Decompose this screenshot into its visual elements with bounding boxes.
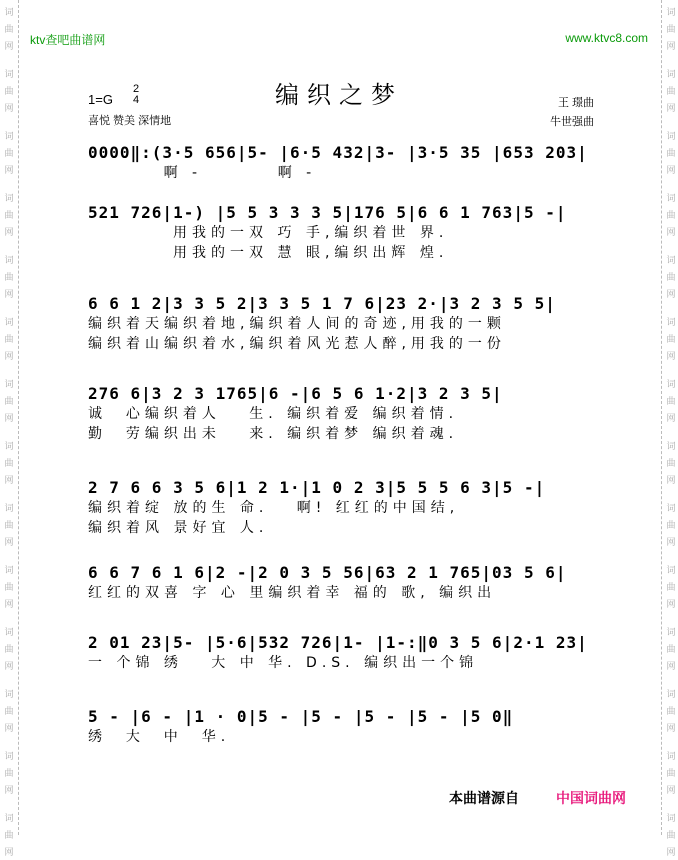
key-signature: 1=G [88, 92, 113, 107]
watermark-glyph: 网 [4, 847, 14, 857]
notes: 276 6|3 2 3 1765|6 -|6 5 6 1·2|3 2 3 5| [88, 384, 503, 403]
watermark-glyph: 曲 [666, 644, 676, 654]
watermark-glyph: 词 [4, 317, 14, 327]
notes: 2 01 23|5- |5·6|532 726|1- |1-:‖0 3 5 6|2·1 23| [88, 633, 588, 652]
watermark-glyph: 曲 [4, 334, 14, 344]
lyrics-verse-2: 用我的一双 慧 眼,编织出辉 煌. [88, 245, 449, 261]
notes: 2 7 6 6 3 5 6|1 2 1·|1 0 2 3|5 5 5 6 3|5 -| [88, 478, 546, 497]
watermark-glyph: 词 [666, 627, 676, 637]
watermark-glyph: 词 [666, 813, 676, 823]
watermark-glyph: 网 [4, 537, 14, 547]
score-line-1 [88, 143, 598, 182]
watermark-glyph: 曲 [4, 86, 14, 96]
lyrics-verse-1: 诚 心编织着人 生. 编织着爱 编织着情. [88, 406, 459, 422]
watermark-glyph: 网 [666, 723, 676, 733]
notes: 0000‖:(3·5 656|5- |6·5 432|3- |3·5 35 |653 203| [88, 143, 588, 162]
watermark-glyph: 词 [4, 131, 14, 141]
watermark-glyph: 网 [666, 289, 676, 299]
site-url[interactable]: www.ktvc8.com [565, 31, 648, 45]
watermark-glyph: 网 [666, 537, 676, 547]
watermark-glyph: 词 [666, 565, 676, 575]
watermark-glyph: 曲 [666, 86, 676, 96]
watermark-glyph: 曲 [4, 272, 14, 282]
watermark-glyph: 曲 [4, 24, 14, 34]
source-link[interactable]: 中国词曲网 [556, 790, 626, 806]
watermark-glyph: 词 [4, 69, 14, 79]
watermark-glyph: 词 [4, 627, 14, 637]
lyricist-credit: 王 璟曲 [557, 97, 594, 109]
watermark-glyph: 曲 [4, 830, 14, 840]
watermark-glyph: 词 [666, 441, 676, 451]
source-label: 本曲谱源自 [449, 790, 519, 806]
notes: 6 6 7 6 1 6|2 -|2 0 3 5 56|63 2 1 765|03 5 6| [88, 563, 567, 582]
watermark-glyph: 网 [4, 723, 14, 733]
watermark-glyph: 网 [666, 41, 676, 51]
lyrics: 一 个锦 绣 大 中 华. D.S. 编织出一个锦 [88, 655, 479, 671]
watermark-glyph: 曲 [4, 458, 14, 468]
watermark-glyph: 曲 [666, 210, 676, 220]
watermark-glyph: 网 [666, 103, 676, 113]
lyrics-verse-1: 用我的一双 巧 手,编织着世 界. [88, 225, 449, 241]
watermark-glyph: 词 [4, 689, 14, 699]
watermark-glyph: 曲 [666, 830, 676, 840]
notes: 521 726|1-) |5 5 3 3 3 5|176 5|6 6 1 763|5 -| [88, 203, 567, 222]
lyrics-verse-1: 编织着绽 放的生 命. 啊! 红红的中国结, [88, 500, 460, 516]
watermark-glyph: 词 [666, 131, 676, 141]
watermark-glyph: 曲 [666, 458, 676, 468]
site-name[interactable]: ktv查吧曲谱网 [30, 33, 106, 47]
watermark-glyph: 网 [666, 351, 676, 361]
watermark-glyph: 曲 [666, 148, 676, 158]
watermark-glyph: 词 [4, 7, 14, 17]
watermark-glyph: 曲 [4, 644, 14, 654]
score-line-3 [88, 294, 598, 353]
watermark-glyph: 网 [666, 661, 676, 671]
composer-credit: 牛世强曲 [550, 116, 594, 128]
watermark-glyph: 词 [4, 441, 14, 451]
watermark-glyph: 词 [666, 69, 676, 79]
watermark-glyph: 曲 [4, 148, 14, 158]
watermark-glyph: 曲 [4, 768, 14, 778]
watermark-glyph: 词 [666, 751, 676, 761]
watermark-glyph: 网 [666, 785, 676, 795]
lyrics: 绣 大 中 华. [88, 729, 231, 745]
watermark-glyph: 词 [4, 751, 14, 761]
watermark-glyph: 网 [4, 599, 14, 609]
watermark-glyph: 曲 [666, 706, 676, 716]
watermark-glyph: 词 [4, 193, 14, 203]
watermark-glyph: 网 [666, 165, 676, 175]
watermark-glyph: 网 [4, 41, 14, 51]
watermark-glyph: 网 [4, 165, 14, 175]
watermark-glyph: 曲 [4, 520, 14, 530]
score-line-4 [88, 384, 598, 443]
watermark-glyph: 网 [4, 227, 14, 237]
notes: 5 - |6 - |1 · 0|5 - |5 - |5 - |5 - |5 0‖ [88, 707, 514, 726]
lyrics-verse-2: 勤 劳编织出未 来. 编织着梦 编织着魂. [88, 426, 459, 442]
watermark-glyph: 曲 [666, 582, 676, 592]
watermark-glyph: 曲 [4, 210, 14, 220]
watermark-glyph: 词 [666, 689, 676, 699]
tempo-mood: 喜悦 赞美 深情地 [88, 115, 172, 127]
right-watermark-strip [661, 0, 678, 857]
score-line-7 [88, 633, 598, 672]
watermark-glyph: 曲 [4, 396, 14, 406]
score-line-6 [88, 563, 598, 602]
watermark-glyph: 网 [4, 785, 14, 795]
lyrics-verse-2: 编织着风 景好宜 人. [88, 520, 269, 536]
time-signature [131, 84, 141, 106]
watermark-glyph: 词 [4, 379, 14, 389]
watermark-glyph: 曲 [666, 24, 676, 34]
watermark-glyph: 曲 [666, 520, 676, 530]
watermark-glyph: 词 [666, 255, 676, 265]
song-title: 编织之梦 [275, 81, 403, 109]
left-watermark-strip [0, 0, 19, 857]
score-line-5 [88, 478, 598, 537]
lyrics-verse-1: 编织着天编织着地,编织着人间的奇迹,用我的一颗 [88, 316, 506, 332]
lyrics-verse-2: 编织着山编织着水,编织着风光惹人醉,用我的一份 [88, 336, 506, 352]
watermark-glyph: 词 [4, 813, 14, 823]
watermark-glyph: 网 [4, 413, 14, 423]
watermark-glyph: 词 [4, 565, 14, 575]
score-line-2 [88, 203, 598, 262]
watermark-glyph: 曲 [4, 582, 14, 592]
watermark-glyph: 网 [4, 351, 14, 361]
watermark-glyph: 网 [666, 475, 676, 485]
watermark-glyph: 词 [4, 255, 14, 265]
watermark-glyph: 词 [666, 379, 676, 389]
meter-bottom: 4 [132, 94, 140, 106]
lyrics: 啊 - 啊 - [88, 165, 317, 181]
notes: 6 6 1 2|3 3 5 2|3 3 5 1 7 6|23 2·|3 2 3 5 5| [88, 294, 556, 313]
meter-top: 2 [132, 83, 140, 95]
watermark-glyph: 网 [666, 413, 676, 423]
lyrics: 红红的双喜 字 心 里编织着幸 福的 歌, 编织出 [88, 585, 497, 601]
watermark-glyph: 曲 [666, 272, 676, 282]
watermark-glyph: 曲 [666, 396, 676, 406]
watermark-glyph: 网 [4, 475, 14, 485]
watermark-glyph: 词 [666, 193, 676, 203]
watermark-glyph: 网 [4, 661, 14, 671]
watermark-glyph: 网 [666, 227, 676, 237]
watermark-glyph: 词 [4, 503, 14, 513]
watermark-glyph: 词 [666, 503, 676, 513]
watermark-glyph: 曲 [666, 334, 676, 344]
watermark-glyph: 网 [666, 599, 676, 609]
watermark-glyph: 网 [4, 289, 14, 299]
watermark-glyph: 曲 [4, 706, 14, 716]
watermark-glyph: 网 [666, 847, 676, 857]
score-line-8 [88, 707, 598, 746]
watermark-glyph: 曲 [666, 768, 676, 778]
watermark-glyph: 词 [666, 317, 676, 327]
watermark-glyph: 词 [666, 7, 676, 17]
watermark-glyph: 网 [4, 103, 14, 113]
